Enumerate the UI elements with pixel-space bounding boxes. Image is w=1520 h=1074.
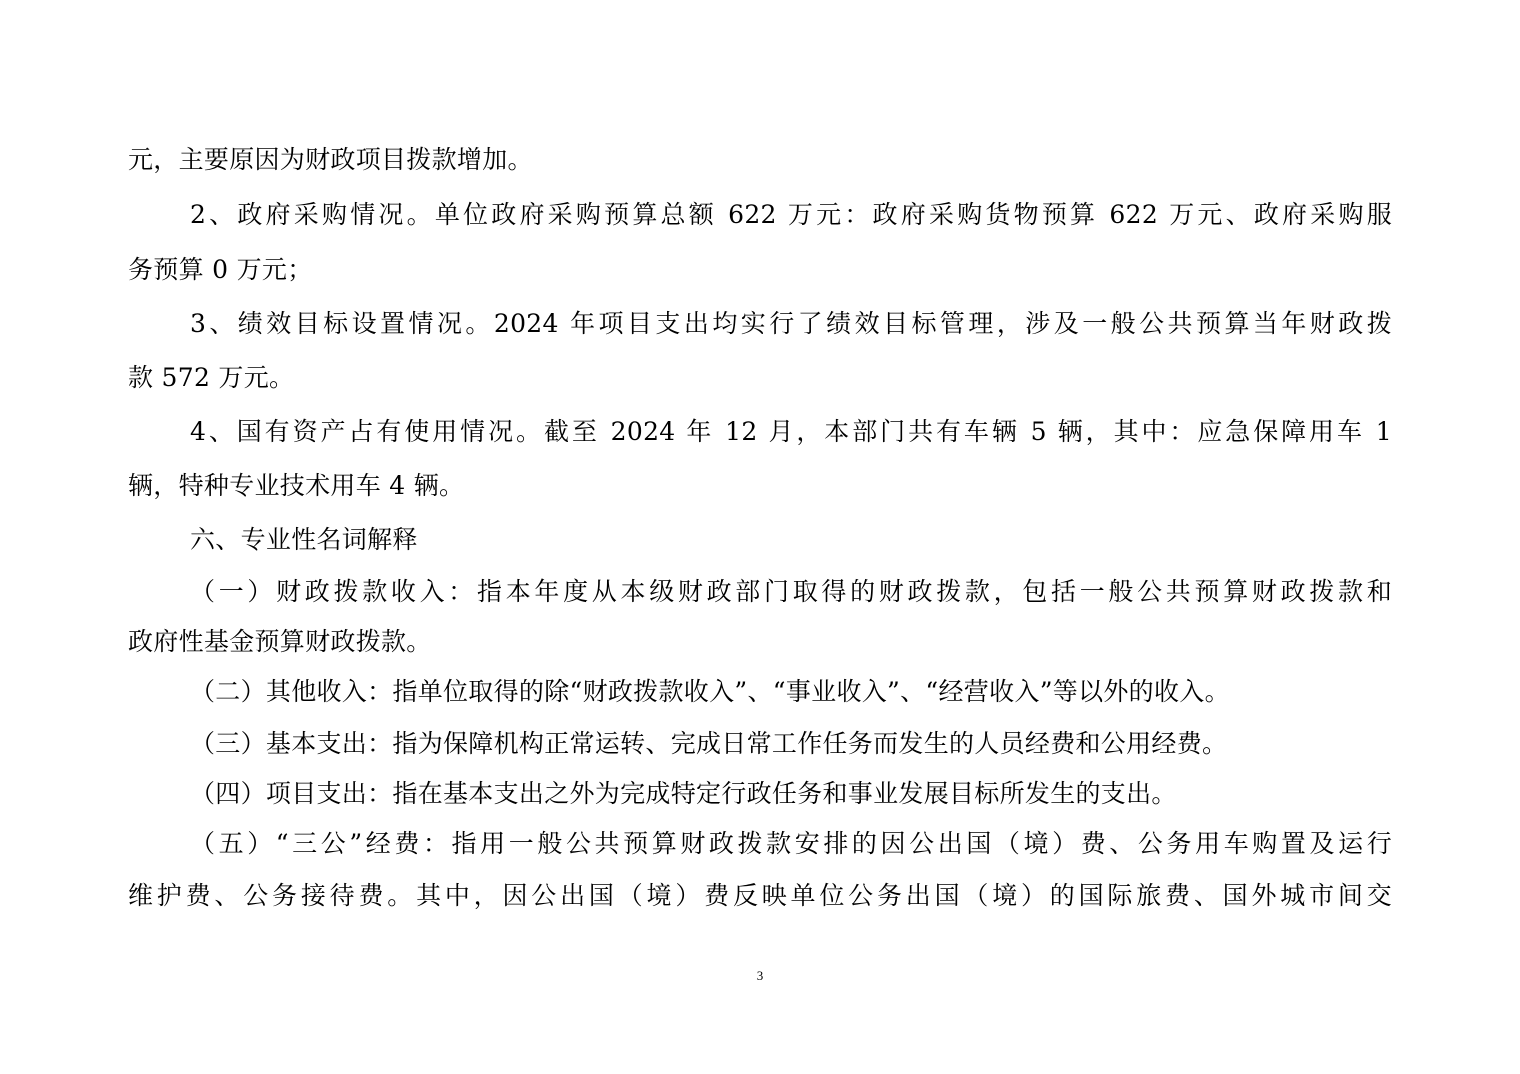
paragraph-line: （五）“三公”经费：指用一般公共预算财政拨款安排的因公出国（境）费、公务用车购置及运行 xyxy=(190,829,1392,858)
paragraph-line: （一）财政拨款收入：指本年度从本级财政部门取得的财政拨款，包括一般公共预算财政拨款和 xyxy=(190,577,1392,606)
page-number: 3 xyxy=(756,968,764,983)
paragraph-line: （三）基本支出：指为保障机构正常运转、完成日常工作任务而发生的人员经费和公用经费。 xyxy=(190,729,1228,758)
paragraph-line: 辆，特种专业技术用车 4 辆。 xyxy=(128,471,465,500)
paragraph-line: 款 572 万元。 xyxy=(128,363,295,392)
paragraph-line: （二）其他收入：指单位取得的除“财政拨款收入”、“事业收入”、“经营收入”等以外的收入。 xyxy=(190,677,1230,706)
paragraph-line: 3、绩效目标设置情况。2024 年项目支出均实行了绩效目标管理，涉及一般公共预算当年财政拨 xyxy=(190,309,1392,338)
paragraph-line: 4、国有资产占有使用情况。截至 2024 年 12 月，本部门共有车辆 5 辆，其中：应急保障用车 1 xyxy=(190,417,1392,446)
paragraph-line: （四）项目支出：指在基本支出之外为完成特定行政任务和事业发展目标所发生的支出。 xyxy=(190,779,1177,808)
paragraph-line: 元，主要原因为财政项目拨款增加。 xyxy=(128,145,533,174)
paragraph-line: 维护费、公务接待费。其中，因公出国（境）费反映单位公务出国（境）的国际旅费、国外城市间交 xyxy=(128,881,1392,910)
paragraph-line: 政府性基金预算财政拨款。 xyxy=(128,627,432,656)
paragraph-line: 务预算 0 万元； xyxy=(128,255,313,284)
section-heading: 六、专业性名词解释 xyxy=(190,525,418,554)
paragraph-line: 2、政府采购情况。单位政府采购预算总额 622 万元：政府采购货物预算 622 万元、政府采购服 xyxy=(190,200,1392,229)
